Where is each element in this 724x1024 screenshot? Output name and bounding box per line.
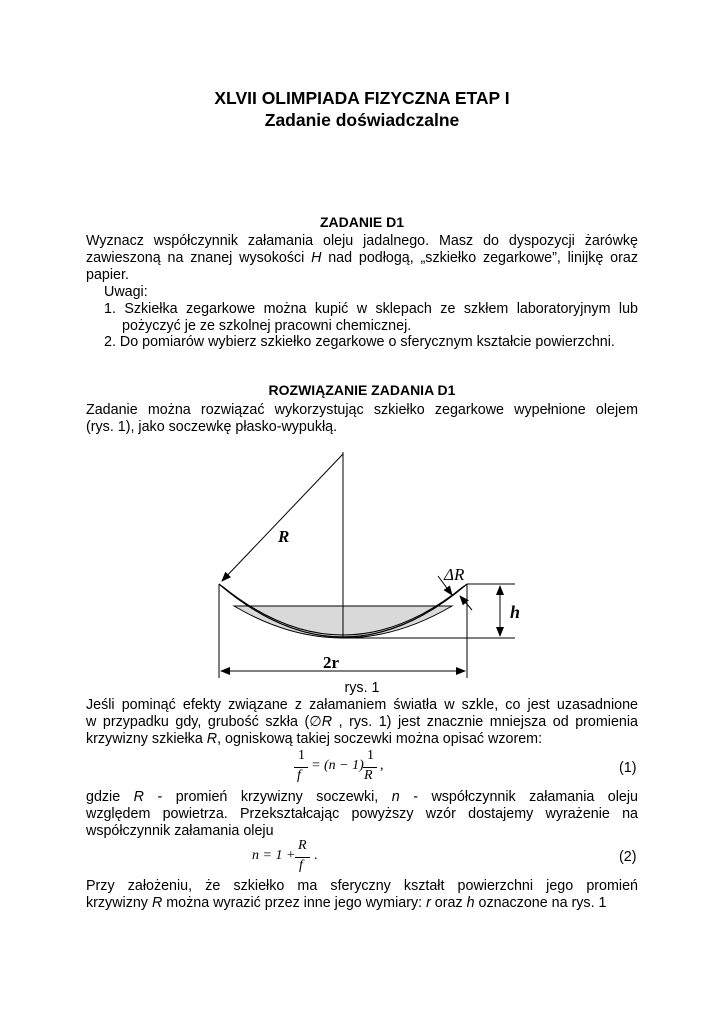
eq1-rhs-den: R	[364, 768, 373, 783]
label-delta-R: ΔR	[444, 565, 465, 584]
task-text-line1: Wyznacz współczynnik załamania oleju jadalnego. Masz do dyspozycji żarówkę	[86, 233, 638, 249]
p2-line1: Jeśli pominąć efekty związane z załamaniem światła w szkle, co jest uzasadnione	[86, 697, 638, 713]
lens-diagram	[0, 440, 724, 680]
delta-r-pointer-2	[460, 596, 472, 610]
eq2-number: (2)	[619, 849, 637, 865]
p3-line1: gdzie R - promień krzywizny soczewki, n - współczynnik załamania oleju	[86, 789, 639, 805]
task-text-line2: zawieszoną na znanej wysokości H nad podłogą, „szkiełko zegarkowe”, linijkę oraz	[86, 250, 638, 266]
eq1-number: (1)	[619, 760, 637, 776]
note-2: 2. Do pomiarów wybierz szkiełko zegarkowe o sferycznym kształcie powierzchni.	[104, 334, 615, 350]
eq1-middle: (n − 1)	[324, 758, 364, 773]
task-text-line3: papier.	[86, 267, 129, 283]
eq2-lhs: n = 1 +	[252, 848, 296, 863]
p3-line2: względem powietrza. Przekształcając powyższy wzór dostajemy wyrażenie na	[86, 806, 638, 822]
p3-line3: współczynnik załamania oleju	[86, 823, 274, 839]
eq2-frac-num: R	[298, 838, 307, 853]
label-h: h	[510, 602, 521, 622]
solution-intro-line1: Zadanie można rozwiązać wykorzystując szkiełko zegarkowe wypełnione olejem	[86, 402, 638, 418]
figure-caption: rys. 1	[344, 680, 380, 696]
document-title-line1: XLVII OLIMPIADA FIZYCZNA ETAP I	[214, 88, 510, 108]
p2-line3: krzywizny szkiełka R, ogniskową takiej soczewki można opisać wzorem:	[86, 731, 543, 747]
p2-line2: w przypadku gdy, grubość szkła (∅R , rys. 1) jest znacznie mniejsza od promienia	[86, 714, 638, 730]
equation-1	[292, 748, 412, 788]
label-R: R	[278, 527, 290, 546]
note-1-line1: 1. Szkiełka zegarkowe można kupić w sklepach ze szkłem laboratoryjnym lub	[104, 301, 638, 317]
task-heading: ZADANIE D1	[319, 214, 404, 230]
solution-intro-line2: (rys. 1), jako soczewkę płasko-wypukłą.	[86, 419, 338, 435]
p4-line2: krzywizny R można wyrazić przez inne jego wymiary: r oraz h oznaczone na rys. 1	[86, 895, 607, 911]
document-title-line2: Zadanie doświadczalne	[264, 110, 460, 130]
label-2r: 2r	[323, 653, 340, 672]
radius-arrow	[222, 454, 343, 581]
notes-label: Uwagi:	[104, 284, 148, 300]
equation-2	[252, 838, 352, 878]
eq2-frac-den: f	[299, 858, 303, 873]
solution-heading: ROZWIĄZANIE ZADANIA D1	[268, 382, 456, 398]
eq1-lhs-num: 1	[298, 748, 305, 763]
eq1-rhs-num: 1	[367, 748, 374, 763]
eq2-tail: .	[314, 848, 318, 863]
eq1-equals: =	[312, 758, 320, 773]
eq1-tail: ,	[380, 758, 384, 773]
eq1-lhs-den: f	[297, 768, 301, 783]
note-1-line2: pożyczyć je ze szkolnej pracowni chemicznej.	[122, 318, 412, 334]
p4-line1: Przy założeniu, że szkiełko ma sferyczny kształt powierzchni jego promień	[86, 878, 638, 894]
